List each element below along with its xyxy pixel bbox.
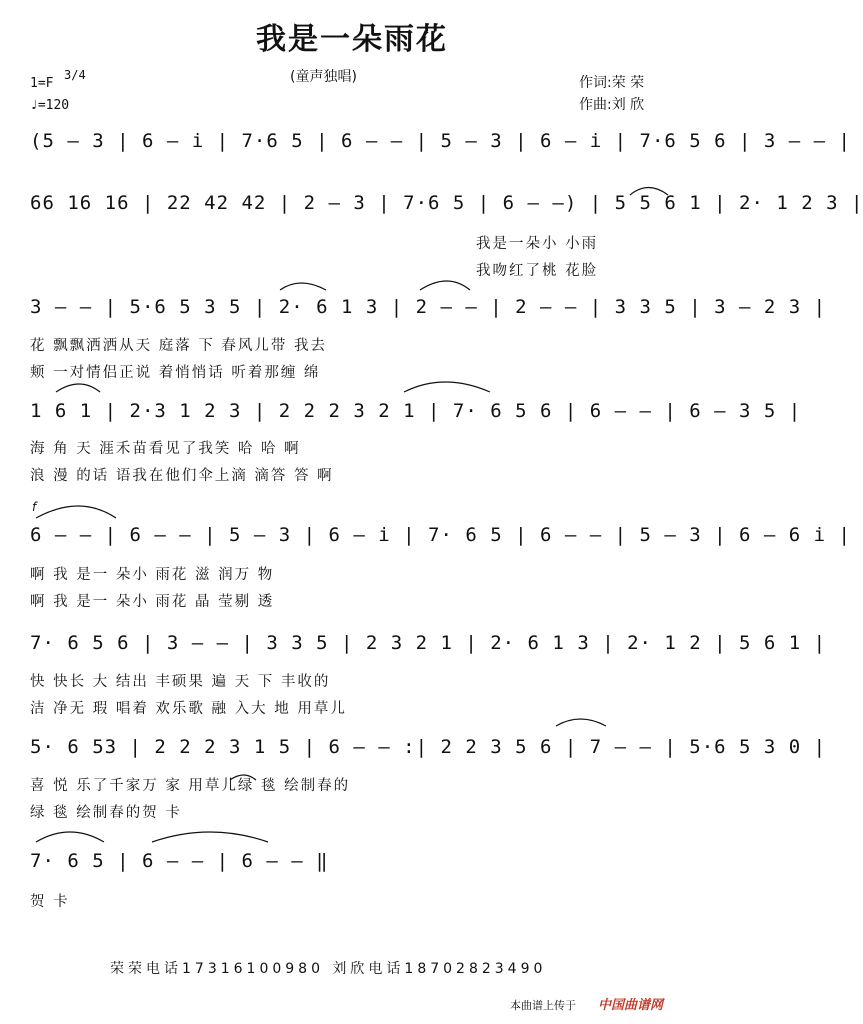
score-row-7: 5· 6 53 | 2 2 2 3 1 5 | 6 – – :| 2 2 3 5 6 | 7 – – | 5·6 5 3 0 | (30, 736, 827, 758)
lyric-row-8-verse-1: 贺 卡 (30, 894, 70, 910)
lyric-row-3-verse-1: 花 飘飘洒洒从天 庭落 下 春风儿带 我去 (30, 338, 328, 354)
lyric-row-7-verse-2: 绿 毯 绘制春的贺 卡 (30, 805, 182, 821)
score-row-6: 7· 6 5 6 | 3 – – | 3 3 5 | 2 3 2 1 | 2· 6 1 3 | 2· 1 2 | 5 6 1 | (30, 632, 827, 654)
score-row-4: 1 6 1 | 2·3 1 2 3 | 2 2 2 3 2 1 | 7· 6 5 6 | 6 – – | 6 – 3 5 | (30, 400, 802, 422)
composer-credit: 作曲:刘 欣 (579, 97, 645, 113)
score-row-5: 6 – – | 6 – – | 5 – 3 | 6 – i | 7· 6 5 | 6 – – | 5 – 3 | 6 – 6 i | (30, 524, 851, 546)
contact-footer: 荣荣电话17316100980 刘欣电话18702823490 (110, 961, 547, 977)
lyric-row-4-verse-2: 浪 漫 的话 语我在他们伞上滴 滴答 答 啊 (30, 468, 334, 484)
site-logo: 中国曲谱网 (598, 998, 664, 1013)
dynamic-forte-icon: f (32, 500, 37, 514)
lyric-row-2-verse-2: 我吻红了桃 花脸 (476, 263, 599, 279)
score-row-8: 7· 6 5 | 6 – – | 6 – – ‖ (30, 850, 329, 872)
lyric-row-3-verse-2: 颊 一对情侣正说 着悄悄话 听着那缠 绵 (30, 365, 321, 381)
lyric-row-4-verse-1: 海 角 天 涯禾苗看见了我笑 哈 哈 啊 (30, 441, 301, 457)
lyric-row-5-verse-1: 啊 我 是一 朵小 雨花 滋 润万 物 (30, 567, 275, 583)
key-signature: 1=F (30, 76, 54, 91)
tempo-marking: ♩=120 (30, 98, 70, 113)
lyric-row-6-verse-2: 洁 净无 瑕 唱着 欢乐歌 融 入大 地 用草儿 (30, 701, 347, 717)
score-row-3: 3 – – | 5·6 5 3 5 | 2· 6 1 3 | 2 – – | 2 – – | 3 3 5 | 3 – 2 3 | (30, 296, 827, 318)
lyric-row-6-verse-1: 快 快长 大 结出 丰硕果 遍 天 下 丰收的 (30, 674, 331, 690)
subtitle: (童声独唱) (290, 69, 357, 85)
lyric-row-7-verse-1: 喜 悦 乐了千家万 家 用草儿绿 毯 绘制春的 (30, 778, 351, 794)
page-title: 我是一朵雨花 (256, 22, 448, 57)
score-row-1: (5 – 3 | 6 – i | 7·6 5 | 6 – – | 5 – 3 | 6 – i | 7·6 5 6 | 3 – – | (30, 130, 851, 152)
source-label: 本曲谱上传于 (510, 999, 576, 1012)
time-signature: 3/4 (64, 68, 86, 82)
score-row-2: 66 16 16 | 22 42 42 | 2 – 3 | 7·6 5 | 6 – –) | 5 5 6 1 | 2· 1 2 3 | (30, 192, 863, 214)
lyricist-credit: 作词:荣 荣 (579, 75, 645, 91)
lyric-row-5-verse-2: 啊 我 是一 朵小 雨花 晶 莹剔 透 (30, 594, 275, 610)
lyric-row-2-verse-1: 我是一朵小 小雨 (476, 236, 599, 252)
